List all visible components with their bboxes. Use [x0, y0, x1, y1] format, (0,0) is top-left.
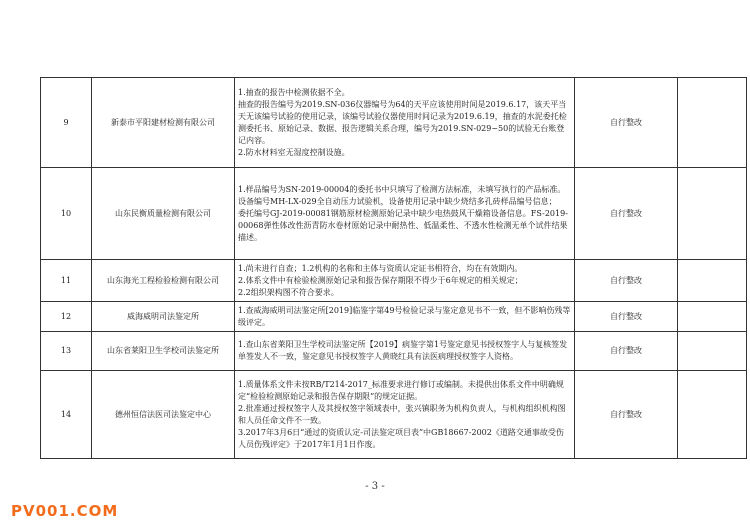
row-number: 12 — [41, 302, 92, 332]
table-row — [41, 332, 747, 371]
issue-description — [235, 332, 575, 371]
remarks-cell — [678, 371, 747, 459]
rectification-measure: 自行整改 — [575, 371, 678, 459]
issue-line: 1.抽查的报告中检测依据不全。 — [238, 87, 350, 97]
issue-line: 设备编号MH-LX-029全自动压力试验机，设备使用记录中缺少烧结多孔砖样品编号信息； — [238, 196, 557, 206]
issue-line: 2.体系文件中有检验检测原始记录和报告保存期限不得少于6年规定的相关规定； — [238, 275, 523, 285]
rectification-measure: 自行整改 — [575, 302, 678, 332]
row-number: 13 — [41, 332, 92, 371]
remarks-cell — [678, 260, 747, 302]
site-watermark: PV001.COM — [11, 502, 119, 520]
issue-line: 1.查山东省莱阳卫生学校司法鉴定所【2019】病鉴字第1号鉴定意见书授权签字人与复核签发单签发人不一致，鉴定意见书授权签字人黄晓红具有法医病理授权签字人资格。 — [238, 340, 568, 361]
issue-description — [235, 260, 575, 302]
row-number: 9 — [41, 78, 92, 168]
remarks-cell — [678, 332, 747, 371]
remarks-cell — [678, 78, 747, 168]
issue-line: 2.批准通过授权签字人及其授权签字领域表中，张兴镇职务为机构负责人，与机构组织机构图和人员任命文件不一致。 — [238, 403, 566, 425]
issue-line: 1.样品编号为SN-2019-00004的委托书中只填写了检测方法标准，未填写执行的产品标准。 — [238, 184, 566, 194]
table-row — [41, 260, 747, 302]
issue-line: 委托编号GJ-2019-00081钢筋原材检测原始记录中缺少电热鼓风干燥箱设备信息。FS-2019-00068弹性体改性沥青防水卷材原始记录中耐热性、低温柔性、不透水性检测无单个试件结果描述。 — [238, 208, 568, 242]
rectification-measure: 自行整改 — [575, 168, 678, 260]
rectification-measure: 自行整改 — [575, 78, 678, 168]
organization-name: 德州恒信法医司法鉴定中心 — [92, 371, 235, 459]
row-number: 14 — [41, 371, 92, 459]
issue-line: 3.2017年3月6日“通过的资质认定-司法鉴定项目表”中GB18667-2002《道路交通事故受伤人员伤残评定》于2017年1月1日作废。 — [238, 427, 564, 449]
issue-line: 1.尚未进行自查；1.2机构的名称和主体与资质认定证书相符合，均在有效期内。 — [238, 263, 523, 273]
issue-line: 1.质量体系文件未按RB/T214-2017_标准要求进行修订或编制。未提供出体系文件中明确规定“检验检测原始记录和报告保存期限”的规定证据。 — [238, 379, 564, 401]
issue-line: 抽查的报告编号为2019.SN-036仪器编号为64的天平应该使用时间是2019.6.17，该天平当天无该编号试验的使用记录，该编号试验仪器使用时间记录为2019.6.19，抽查的水泥委托检测委托书、原始记录、数据、报告逻辑关系合理，编号为2019.SN-029~50的试验无台账登记内容。 — [238, 99, 567, 145]
table-row — [41, 371, 747, 459]
issue-line: 2.防水材料室无湿度控制设施。 — [238, 147, 350, 157]
table-row — [41, 78, 747, 168]
issue-line: 2.2组织架构图不符合要求。 — [238, 287, 339, 297]
issue-description — [235, 78, 575, 168]
organization-name: 山东省莱阳卫生学校司法鉴定所 — [92, 332, 235, 371]
rectification-measure: 自行整改 — [575, 332, 678, 371]
row-number: 11 — [41, 260, 92, 302]
organization-name: 山东民衡质量检测有限公司 — [92, 168, 235, 260]
page-number: - 3 - — [365, 481, 385, 492]
organization-name: 威海威明司法鉴定所 — [92, 302, 235, 332]
remarks-cell — [678, 302, 747, 332]
table-row — [41, 168, 747, 260]
organization-name: 山东海光工程检验检测有限公司 — [92, 260, 235, 302]
organization-name: 新泰市平阳建材检测有限公司 — [92, 78, 235, 168]
inspection-table — [40, 77, 747, 459]
row-number: 10 — [41, 168, 92, 260]
issue-description — [235, 168, 575, 260]
remarks-cell — [678, 168, 747, 260]
issue-line: 1.查威海威明司法鉴定所[2019]临鉴字第49号检验记录与鉴定意见书不一致，但不影响伤残等级评定。 — [238, 305, 571, 327]
rectification-measure: 自行整改 — [575, 260, 678, 302]
table-row — [41, 302, 747, 332]
issue-description — [235, 302, 575, 332]
issue-description — [235, 371, 575, 459]
